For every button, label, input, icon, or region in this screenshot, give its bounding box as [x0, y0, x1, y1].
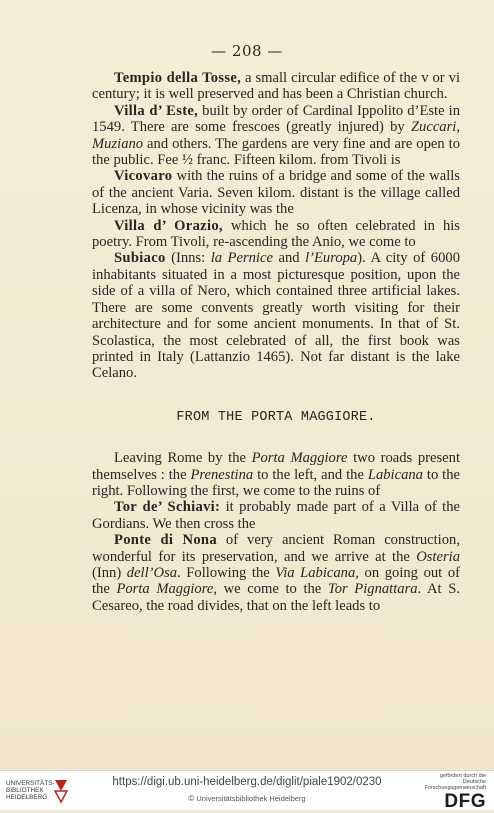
- paragraph-tempio: Tempio della Tosse, a small circular edifice of the v or vi century; it is well preserved and has been a Christian church.: [92, 70, 460, 103]
- entry-title: Villa d’ Este,: [114, 102, 199, 119]
- entry-title: Ponte di Nona: [114, 532, 217, 549]
- paragraph-tor-schiavi: Tor de’ Schiavi: it probably made part of a Villa of the Gordians. We then cross the: [92, 499, 460, 532]
- entry-title: Villa d’ Orazio,: [114, 217, 223, 234]
- entry-title: Subiaco: [114, 250, 166, 267]
- entry-title: Vicovaro: [114, 168, 173, 185]
- paragraph-villa-orazio: Villa d’ Orazio, which he so often celebrated in his poetry. From Tivoli, re-ascending the Anio, we come to: [92, 217, 460, 251]
- entry-title: Tempio della Tosse,: [114, 70, 242, 86]
- paragraph-villa-este: Villa d’ Este, built by order of Cardinal Ippolito d’Este in 1549. There are some frescoes (greatly injured) by Zuccari, Muziano and others. The gardens are very fine and are open to the public. Fee ½ franc. Fifteen kilom. from Tivoli is: [92, 102, 460, 169]
- page-content: [92, 70, 460, 614]
- paragraph-subiaco: Subiaco (Inns: la Pernice and l’Europa). A city of 6000 inhabitants situated in a most picturesque position, upon the side of a villa of Nero, which contained three artificial lakes. There are some convents greatly worth visiting for their architecture and for some ancient monuments. In that of St. Scolastica, the most celebrated of all, the first book was printed in Italy (Lattanzio 1465). Not far distant is the lake Celano.: [92, 250, 460, 382]
- section-heading: FROM THE PORTA MAGGIORE.: [176, 409, 376, 425]
- page-number: — 208 —: [211, 42, 283, 60]
- paragraph-ponte-nona: Ponte di Nona of very ancient Roman construction, wonderful for its preservation, and we arrive at the Osteria (Inn) dell’Osa. Following the Via Labicana, on going out of the Porta Maggiore, we come to the Tor Pignattara. At S. Cesareo, the road divides, that on the left leads to: [92, 532, 460, 614]
- viewer-footer: [0, 770, 494, 810]
- permalink-url[interactable]: https://digi.ub.uni-heidelberg.de/diglit/piale1902/0230: [112, 776, 382, 788]
- paragraph-leaving-rome: Leaving Rome by the Porta Maggiore two roads present themselves : the Prenestina to the left, and the Labicana to the right. Following the first, we come to the ruins of: [92, 450, 460, 499]
- university-library-logo[interactable]: UNIVERSITÄTS- BIBLIOTHEK HEIDELBERG: [6, 776, 68, 806]
- dfg-logo[interactable]: gefördert durch die Deutsche Forschungsgemeinschaft DFG: [424, 773, 486, 812]
- copyright-notice: © Universitätsbibliothek Heidelberg: [188, 794, 306, 803]
- entry-title: Tor de’ Schiavi:: [114, 499, 221, 516]
- paragraph-vicovaro: Vicovaro with the ruins of a bridge and some of the walls of the ancient Varia. Seven kilom. distant is the village called Licenza, in whose vicinity was the: [92, 168, 460, 218]
